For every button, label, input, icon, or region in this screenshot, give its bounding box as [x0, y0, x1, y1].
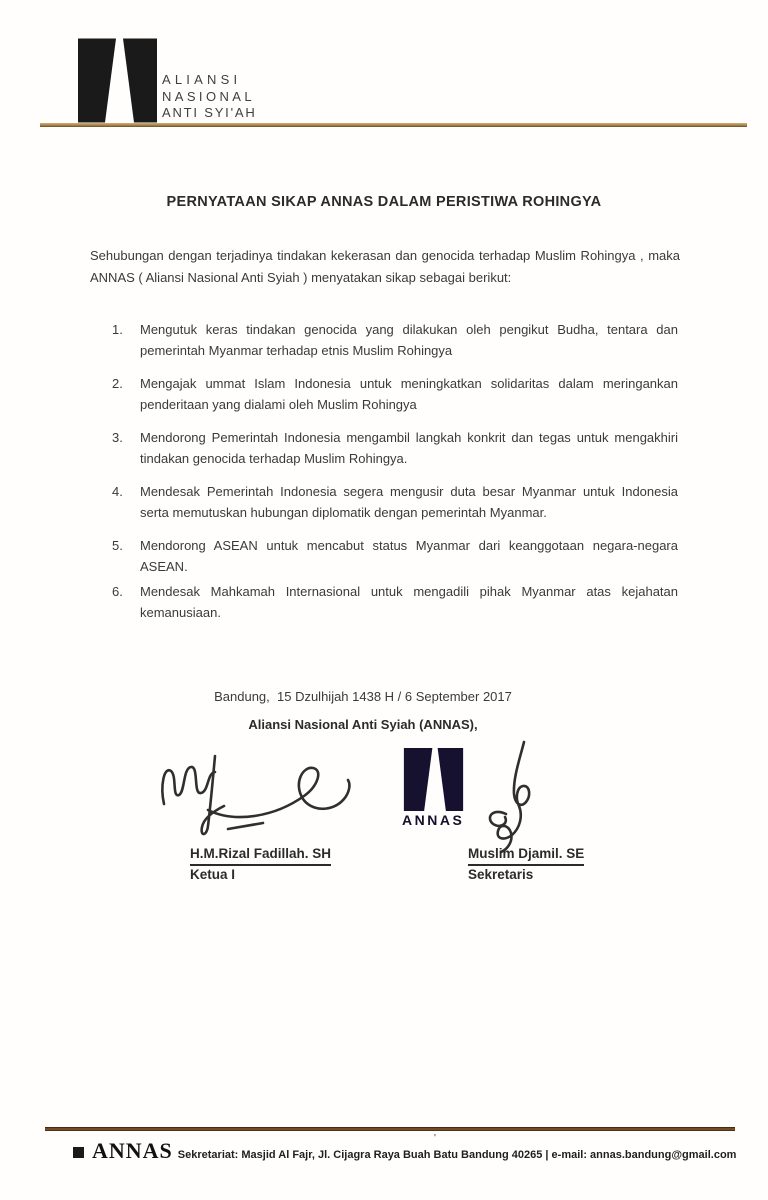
- list-item: [90, 582, 678, 623]
- item-text: Mengajak ummat Islam Indonesia untuk meningkatkan solidaritas dalam meringankan penderitaan yang dialami oleh Muslim Rohingya: [140, 376, 678, 412]
- org-signature-line: Aliansi Nasional Anti Syiah (ANNAS),: [248, 717, 478, 732]
- stray-mark: ': [434, 1133, 436, 1144]
- intro-paragraph: Sehubungan dengan terjadinya tindakan kekerasan dan genocida terhadap Muslim Rohingya , maka ANNAS ( Aliansi Nasional Anti Syiah ) menyatakan sikap sebagai berikut:: [90, 248, 680, 285]
- page-title: PERNYATAAN SIKAP ANNAS DALAM PERISTIWA ROHINGYA: [166, 194, 602, 210]
- closing-block: [0, 689, 726, 732]
- signatory-role-left: Ketua I: [190, 867, 236, 882]
- stamp-label: ANNAS: [402, 812, 465, 828]
- footer-rule: [45, 1127, 735, 1131]
- item-text: Mendorong Pemerintah Indonesia mengambil langkah konkrit dan tegas untuk mengakhiri tindakan genocida terhadap Muslim Rohingya.: [140, 430, 678, 466]
- signatory-role-right: Sekretaris: [468, 867, 534, 882]
- signature-left-scribble: [158, 748, 354, 840]
- header-rule: [40, 123, 747, 127]
- annas-stamp: [402, 748, 472, 828]
- signatory-left: [190, 845, 331, 884]
- item-number: 1.: [112, 322, 123, 337]
- place-date-line: Bandung, 15 Dzulhijah 1438 H / 6 September 2017: [214, 689, 512, 704]
- list-item: [90, 428, 678, 469]
- org-name-line: ANTI SYI'AH: [162, 105, 257, 120]
- item-number: 6.: [112, 584, 123, 599]
- statement-list: [90, 320, 678, 636]
- footer-info: Sekretariat: Masjid Al Fajr, Jl. Cijagra Raya Buah Batu Bandung 40265 | e-mail: annas.bandung@gmail.com: [177, 1149, 737, 1161]
- annas-logo-icon: [78, 38, 157, 123]
- stamp-mark-icon: [402, 748, 465, 811]
- footer-square-icon: [73, 1147, 84, 1158]
- list-item: [90, 482, 678, 523]
- item-text: Mendesak Mahkamah Internasional untuk mengadili pihak Myanmar atas kejahatan kemanusiaan.: [140, 584, 678, 620]
- org-name: [162, 72, 257, 122]
- item-text: Mendesak Pemerintah Indonesia segera mengusir duta besar Myanmar untuk Indonesia serta memutuskan hubungan diplomatik dengan pemerintah Myanmar.: [140, 484, 678, 520]
- org-name-line: NASIONAL: [162, 88, 255, 104]
- item-number: 5.: [112, 538, 123, 553]
- signatory-right: [468, 845, 584, 884]
- item-number: 2.: [112, 376, 123, 391]
- footer-brand: ANNAS: [92, 1138, 173, 1163]
- signature-right-scribble: [482, 740, 546, 855]
- list-item: [90, 536, 678, 577]
- item-text: Mendorong ASEAN untuk mencabut status Myanmar dari keanggotaan negara-negara ASEAN.: [140, 538, 678, 574]
- item-number: 4.: [112, 484, 123, 499]
- signatory-name-right: Muslim Djamil. SE: [468, 845, 584, 866]
- list-item: [90, 374, 678, 415]
- list-item: [90, 320, 678, 361]
- footer: [73, 1138, 753, 1164]
- item-number: 3.: [112, 430, 123, 445]
- item-text: Mengutuk keras tindakan genocida yang dilakukan oleh pengikut Budha, tentara dan pemerintah Myanmar terhadap etnis Muslim Rohingya: [140, 322, 678, 358]
- org-name-line: ALIANSI: [162, 72, 242, 87]
- signatory-name-left: H.M.Rizal Fadillah. SH: [190, 845, 331, 866]
